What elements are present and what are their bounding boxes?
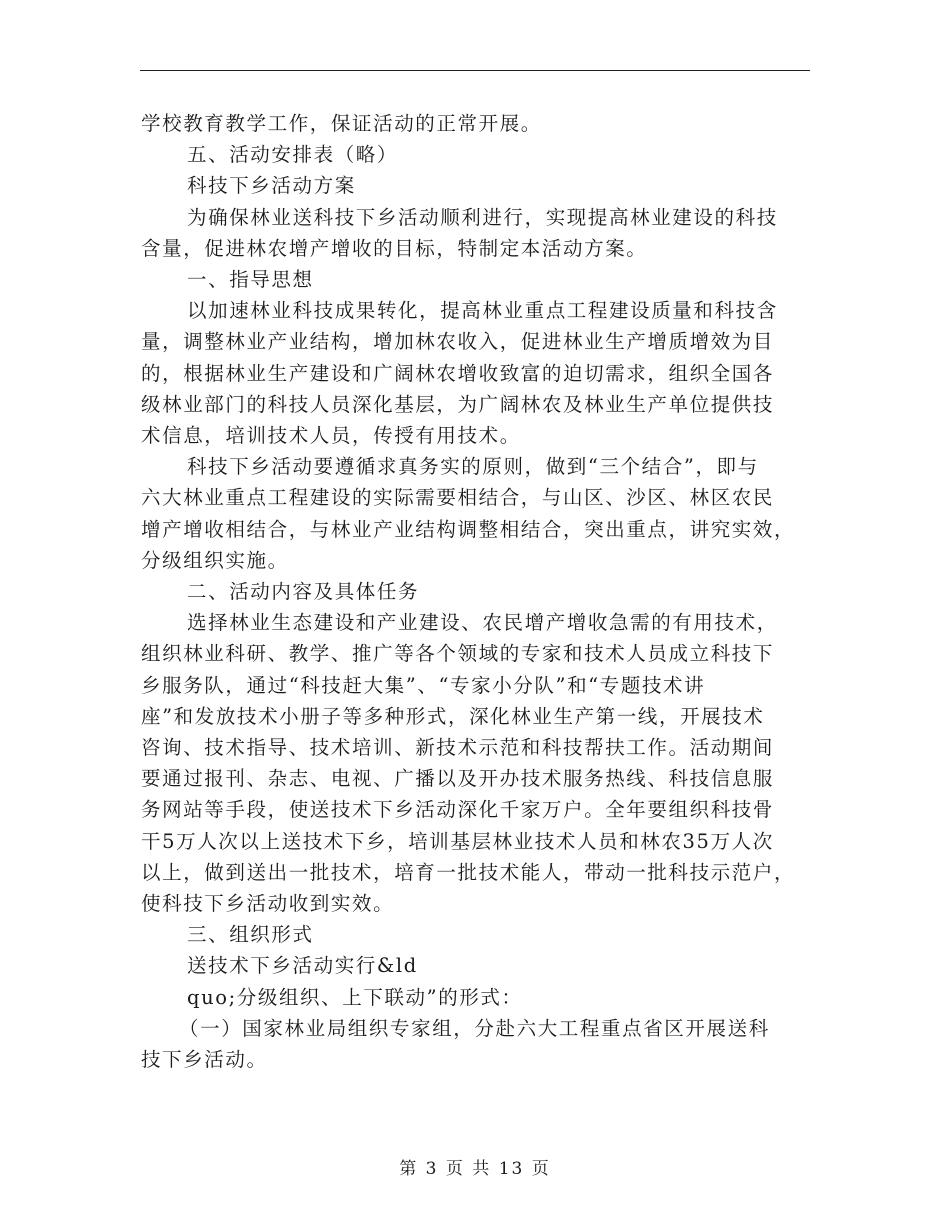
text-line: 科技下乡活动要遵循求真务实的原则，做到“三个结合”，即与 xyxy=(187,455,759,479)
text-line: 含量，促进林农增产增收的目标，特制定本活动方案。 xyxy=(141,236,648,260)
text-line: quo;分级组织、上下联动”的形式： xyxy=(187,985,523,1009)
text-line: 六大林业重点工程建设的实际需要相结合，与山区、沙区、林区农民 xyxy=(141,486,775,510)
text-line: 干5万人次以上送技术下乡，培训基层林业技术人员和林农35万人次 xyxy=(141,829,774,853)
text-line: 以上，做到送出一批技术，培育一批技术能人，带动一批科技示范户， xyxy=(141,860,796,884)
text-line: 送技术下乡活动实行&ld xyxy=(187,954,418,978)
section-heading: 二、活动内容及具体任务 xyxy=(187,580,420,604)
text-line: 乡服务队，通过“科技赶大集”、“专家小分队”和“专题技术讲 xyxy=(141,673,706,697)
text-line: 选择林业生态建设和产业建设、农民增产增收急需的有用技术， xyxy=(187,611,778,635)
text-line: 量，调整林业产业结构，增加林农收入，促进林业生产增质增效为目 xyxy=(141,330,775,354)
text-line: 分级组织实施。 xyxy=(141,548,289,572)
text-line: 为确保林业送科技下乡活动顺利进行，实现提高林业建设的科技 xyxy=(187,205,778,229)
text-line: 术信息，培训技术人员，传授有用技术。 xyxy=(141,424,521,448)
text-line: 学校教育教学工作，保证活动的正常开展。 xyxy=(141,112,542,135)
text-line: 以加速林业科技成果转化，提高林业重点工程建设质量和科技含 xyxy=(187,299,778,323)
document-body xyxy=(141,108,807,1075)
text-line: 咨询、技术指导、技术培训、新技术示范和科技帮扶工作。活动期间 xyxy=(141,736,775,760)
text-line: 座”和发放技术小册子等多种形式，深化林业生产第一线，开展技术 xyxy=(141,704,765,728)
page-number: 第 3 页 共 13 页 xyxy=(399,1159,551,1179)
text-line: 增产增收相结合，与林业产业结构调整相结合，突出重点，讲究实效， xyxy=(141,517,796,541)
text-line: 的，根据林业生产建设和广阔林农增收致富的迫切需求，组织全国各 xyxy=(141,361,775,385)
document-subtitle: 科技下乡活动方案 xyxy=(187,174,356,198)
text-line: （一）国家林业局组织专家组，分赴六大工程重点省区开展送科 xyxy=(179,1016,770,1040)
text-line: 使科技下乡活动收到实效。 xyxy=(141,892,395,916)
text-line: 要通过报刊、杂志、电视、广播以及开办技术服务热线、科技信息服 xyxy=(141,767,775,791)
section-heading: 五、活动安排表（略） xyxy=(187,143,399,167)
section-heading: 一、指导思想 xyxy=(187,268,314,292)
text-line: 技下乡活动。 xyxy=(141,1048,268,1072)
text-line: 组织林业科研、教学、推广等各个领域的专家和技术人员成立科技下 xyxy=(141,642,775,666)
header-rule xyxy=(140,70,810,71)
section-heading: 三、组织形式 xyxy=(187,923,314,947)
text-line: 务网站等手段，使送技术下乡活动深化千家万户。全年要组织科技骨 xyxy=(141,798,775,822)
text-line: 级林业部门的科技人员深化基层，为广阔林农及林业生产单位提供技 xyxy=(141,392,775,416)
